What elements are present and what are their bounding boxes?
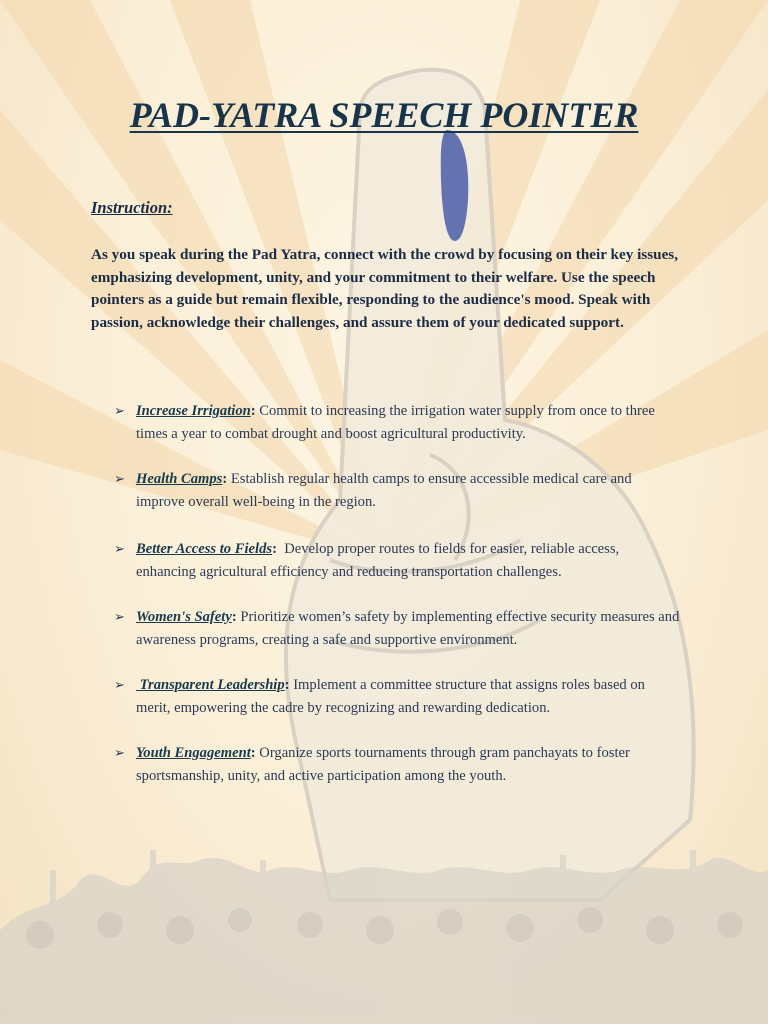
page-title: PAD-YATRA SPEECH POINTER xyxy=(129,95,639,135)
pointer-colon: : xyxy=(250,745,256,761)
pointer-description: Develop proper routes to fields for easier, reliable access, enhancing agricultural efficiency and reducing transportation challenges. xyxy=(136,541,623,580)
instruction-heading: Instruction: xyxy=(91,198,173,217)
pointer-label: Youth Engagement xyxy=(136,745,251,761)
arrowhead-bullet-icon: ➢ xyxy=(114,542,125,557)
pointer-colon: : xyxy=(231,609,237,625)
arrowhead-bullet-icon: ➢ xyxy=(114,610,125,625)
pointer-description: Establish regular health camps to ensure accessible medical care and improve overall well-being in the region. xyxy=(136,471,632,510)
pointer-colon: : xyxy=(272,541,277,557)
pointer-description: Implement a committee structure that assigns roles based on merit, empowering the cadre by recognizing and rewarding dedication. xyxy=(136,677,645,716)
pointer-description: Prioritize women’s safety by implementing effective security measures and awareness programs, creating a safe and supportive environment. xyxy=(136,609,680,648)
pointer-label: Transparent Leadership xyxy=(136,677,285,693)
arrowhead-bullet-icon: ➢ xyxy=(114,472,125,487)
pointer-colon: : xyxy=(250,403,256,419)
pointer-description: Organize sports tournaments through gram panchayats to foster sportsmanship, unity, and active participation among the youth. xyxy=(136,745,630,784)
instruction-paragraph: As you speak during the Pad Yatra, connect with the crowd by focusing on their key issues, emphasizing development, unity, and your commitment to their welfare. Use the speech pointers as a guide but remain flexible, responding to the audience's mood. Speak with passion, acknowledge their challenges, and assure them of your dedicated support. xyxy=(91,246,679,331)
arrowhead-bullet-icon: ➢ xyxy=(114,678,125,693)
pointer-label: Women's Safety xyxy=(136,609,232,625)
pointer-description: Commit to increasing the irrigation water supply from once to three times a year to combat drought and boost agricultural productivity. xyxy=(136,403,655,442)
pointer-label: Better Access to Fields xyxy=(136,541,273,557)
pointer-colon: : xyxy=(284,677,290,693)
arrowhead-bullet-icon: ➢ xyxy=(114,746,125,761)
pointer-colon: : xyxy=(222,471,228,487)
pointer-label: Increase Irrigation xyxy=(136,403,251,419)
arrowhead-bullet-icon: ➢ xyxy=(114,404,125,419)
pointer-label: Health Camps xyxy=(136,471,223,487)
